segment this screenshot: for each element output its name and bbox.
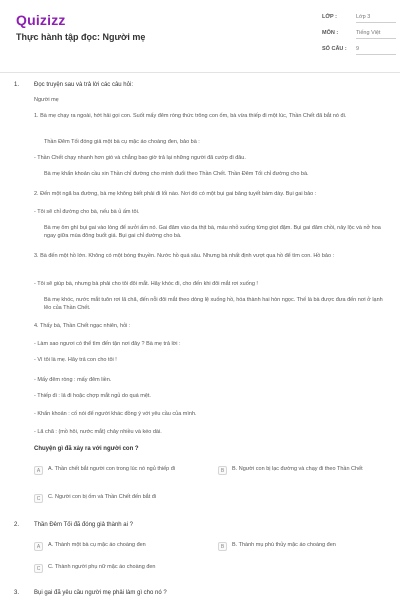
worksheet-title: Thực hành tập đọc: Người mẹ — [16, 32, 146, 42]
passage-paragraph: Thần Đêm Tối đóng giả một bà cụ mặc áo choàng đen, bảo bà : — [44, 139, 200, 145]
question-prompt: Bụi gai đã yêu cầu người mẹ phải làm gì cho nó ? — [34, 590, 167, 596]
glossary-item: - Mấy đêm ròng : mấy đêm liền. — [34, 377, 112, 383]
question-number: 3. — [14, 590, 20, 596]
option-text: B. Thành mụ phù thủy mặc áo choàng đen — [232, 542, 336, 548]
passage-paragraph: Bà mẹ ôm ghì bụi gai vào lòng để sưởi ấm nó. Gai đâm vào da thịt bà, máu nhỏ xuống từng giọt đậm. Bụi gai đâm chồi, nảy lộc và nở hoa ngay giữa mùa đông buốt giá. Bụi gai chỉ đường cho bà. — [44, 225, 381, 239]
passage-paragraph: - Làm sao ngươi có thể tìm đến tận nơi đây ? Bà mẹ trả lời : — [34, 341, 181, 347]
passage-paragraph: 4. Thấy bà, Thần Chết ngạc nhiên, hỏi : — [34, 323, 131, 329]
option-text: C. Thành người phụ nữ mặc áo choàng đen — [48, 564, 156, 570]
quizizz-logo — [16, 12, 66, 28]
option-letter-box[interactable]: C — [34, 494, 43, 503]
question-number: 2. — [14, 522, 20, 528]
glossary-item: - Khẩn khoản : cố nói để người khác đồng ý với yêu cầu của mình. — [34, 411, 197, 417]
option-text: A. Thành một bà cụ mặc áo choàng đen — [48, 542, 146, 548]
passage-paragraph: - Tôi sẽ giúp bà, nhưng bà phải cho tôi đôi mắt. Hãy khóc đi, cho đến khi đôi mắt rơi xuống ! — [34, 281, 258, 287]
meta-value: 9 — [356, 46, 396, 55]
passage-paragraph: 1. Bà mẹ chạy ra ngoài, hớt hải gọi con. Suốt mấy đêm ròng thức trông con ốm, bà vừa thiếp đi một lúc, Thần Chết đã bắt nó đi. — [34, 113, 347, 119]
passage-paragraph: 2. Đến một ngã ba đường, bà mẹ không biết phải đi lối nào. Nơi đó có một bụi gai băng tuyết bám dày. Bụi gai bảo : — [34, 191, 317, 197]
passage-paragraph: - Tôi sẽ chỉ đường cho bà, nếu bà ủ ấm tôi. — [34, 209, 140, 215]
question-prompt: Đọc truyện sau và trả lời các câu hỏi: — [34, 82, 133, 88]
option-letter-box[interactable]: C — [34, 564, 43, 573]
passage-paragraph: 3. Bà đến một hồ lớn. Không có một bóng thuyền. Nước hồ quá sâu. Nhưng bà nhất định vượt qua hồ để tìm con. Hồ bảo : — [34, 253, 335, 259]
glossary-item: - Lã chã : (mồ hôi, nước mắt) chảy nhiều và kéo dài. — [34, 429, 162, 435]
option-letter-box[interactable]: B — [218, 466, 227, 475]
passage-paragraph: - Vì tôi là mẹ. Hãy trả con cho tôi ! — [34, 357, 117, 363]
option-text: A. Thần chết bắt người con trong lúc nó ngủ thiếp đi — [48, 466, 176, 472]
option-letter-box[interactable]: A — [34, 542, 43, 551]
worksheet-header — [0, 0, 400, 73]
sub-question: Chuyện gì đã xảy ra với người con ? — [34, 446, 139, 452]
passage-paragraph: - Thần Chết chạy nhanh hơn gió và chẳng bao giờ trả lại những người đã cướp đi đâu. — [34, 155, 246, 161]
question-prompt: Thần Đêm Tối đã đóng giả thành ai ? — [34, 522, 133, 528]
passage-title: Người mẹ — [34, 97, 59, 103]
question-number: 1. — [14, 82, 20, 88]
meta-value: Lớp 3 — [356, 14, 396, 23]
passage-paragraph: Bà mẹ khóc, nước mắt tuôn rơi lã chã, đến nỗi đôi mắt theo dòng lệ xuống hồ, hóa thành hai hòn ngọc. Thế là bà được đưa đến nơi ở lạnh lẽo của Thần Chết. — [44, 297, 383, 311]
option-letter-box[interactable]: B — [218, 542, 227, 551]
meta-label: MÔN : — [322, 30, 339, 36]
option-letter-box[interactable]: A — [34, 466, 43, 475]
option-text: B. Người con bị lạc đường và chạy đi theo Thần Chết — [232, 466, 363, 472]
meta-value: Tiếng Việt — [356, 30, 396, 39]
logo-text: Quizizz — [16, 12, 66, 28]
option-text: C. Người con bị ốm và Thần Chết đến bắt đi — [48, 494, 157, 500]
glossary-item: - Thiếp đi : lả đi hoặc chợp mắt ngủ do quá mệt. — [34, 393, 151, 399]
passage-paragraph: Bà mẹ khẩn khoản cầu xin Thần chỉ đường cho mình đuổi theo Thần Chết. Thần Đêm Tối chỉ đường cho bà. — [44, 171, 309, 177]
meta-label: SỐ CÂU : — [322, 46, 347, 52]
meta-label: LỚP : — [322, 14, 337, 20]
